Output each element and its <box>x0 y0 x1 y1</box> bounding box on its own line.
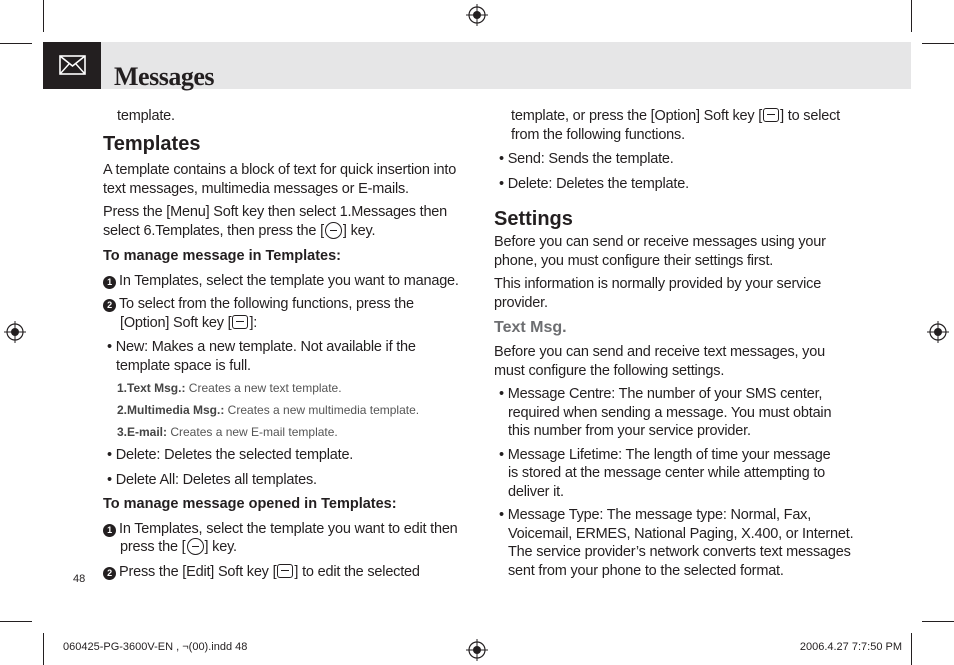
paragraph-line: required when sending a message. You must obtain <box>508 404 832 421</box>
sub-item <box>103 402 463 418</box>
text-run: [Option] Soft key [ <box>120 314 232 331</box>
paragraph-line <box>494 107 866 126</box>
step-number-icon: 2 <box>103 299 116 312</box>
bullet-message-centre: • Message Centre: The number of your SMS center, <box>499 386 823 402</box>
bullet-message-lifetime: • Message Lifetime: The length of time your message <box>499 446 831 463</box>
crop-mark <box>0 43 32 44</box>
paragraph-line: sent from your phone to the selected format. <box>508 562 784 579</box>
registration-mark-icon <box>927 321 949 343</box>
registration-mark-icon <box>466 639 488 661</box>
paragraph-line: template space is full. <box>116 357 251 374</box>
paragraph-line: Voicemail, ERMES, National Paging, X.400, or Internet. <box>508 525 854 542</box>
registration-mark-icon <box>4 321 26 343</box>
crop-mark <box>43 0 44 32</box>
text-run: select 6.Templates, then press the [ <box>103 222 324 239</box>
text-run: Creates a new E-mail template. <box>167 425 338 439</box>
paragraph-line <box>103 314 463 333</box>
crop-mark <box>0 621 32 622</box>
bullet-new: • New: Makes a new template. Not available if the <box>107 339 416 355</box>
step-1 <box>103 272 463 291</box>
templates-body <box>103 161 463 581</box>
text-run: template, or press the [Option] Soft key [ <box>511 108 763 124</box>
sub-item <box>103 424 463 440</box>
bullet-delete: • Delete: Deletes the template. <box>499 175 689 192</box>
text-run: In Templates, select the template you want to manage. <box>119 272 459 289</box>
page-number: 48 <box>73 573 86 585</box>
ok-key-icon <box>325 222 342 239</box>
continued-text: template. <box>117 108 175 124</box>
opened-heading: To manage message opened in Templates: <box>103 496 397 512</box>
crop-mark <box>43 633 44 665</box>
text-run: ] to edit the selected <box>294 563 420 580</box>
paragraph-line: text messages, multimedia messages or E-mails. <box>103 180 409 197</box>
crop-mark <box>922 621 954 622</box>
footer-date: 2006.4.27 7:7:50 PM <box>799 641 902 653</box>
chapter-icon-box <box>43 42 101 89</box>
crop-mark <box>922 43 954 44</box>
opened-step-2 <box>103 563 463 582</box>
paragraph-line: Before you can send or receive messages using your <box>494 234 826 250</box>
text-run: ] key. <box>204 539 237 555</box>
soft-key-icon <box>277 564 293 578</box>
paragraph-line: from the following functions. <box>511 126 685 143</box>
settings-heading: Settings <box>494 208 573 230</box>
paragraph-line: This information is normally provided by your service <box>494 276 822 292</box>
paragraph-line <box>103 538 463 557</box>
sub-item-label: 3.E-mail: <box>117 425 168 439</box>
crop-mark <box>911 0 912 32</box>
paragraph-line: Press the [Menu] Soft key then select 1.Messages then <box>103 204 448 220</box>
right-column <box>494 107 866 580</box>
soft-key-icon <box>763 108 779 122</box>
paragraph-line: The service provider’s network converts text messages <box>508 544 851 560</box>
paragraph-line: A template contains a block of text for quick insertion into <box>103 162 457 178</box>
text-run: Press the [Edit] Soft key [ <box>119 563 277 580</box>
registration-mark-icon <box>466 4 488 26</box>
paragraph-line: Before you can send and receive text messages, you <box>494 344 825 360</box>
paragraph-line <box>103 222 463 241</box>
text-run: In Templates, select the template you want to edit then <box>119 520 458 537</box>
text-run: To select from the following functions, press the <box>119 296 414 312</box>
sub-item-label: 2.Multimedia Msg.: <box>117 403 225 417</box>
opened-step-1 <box>103 520 463 539</box>
paragraph-line: this number from your service provider. <box>508 423 751 439</box>
step-2 <box>103 295 463 314</box>
text-run: ]: <box>249 314 258 331</box>
text-run: ] to select <box>780 108 840 124</box>
soft-key-icon <box>232 315 248 329</box>
text-run: Creates a new text template. <box>185 381 342 395</box>
text-run: Creates a new multimedia template. <box>224 403 420 417</box>
bullet-send: • Send: Sends the template. <box>499 151 674 167</box>
step-number-icon: 2 <box>103 567 116 580</box>
step-number-icon: 1 <box>103 276 116 289</box>
manage-heading: To manage message in Templates: <box>103 248 341 264</box>
text-msg-heading: Text Msg. <box>494 319 567 336</box>
paragraph-line: phone, you must configure their settings first. <box>494 252 774 269</box>
chapter-title: Messages <box>114 62 214 91</box>
paragraph-line: is stored at the message center while attempting to <box>508 465 826 481</box>
bullet-delete-all: • Delete All: Deletes all templates. <box>107 471 317 488</box>
paragraph-line: deliver it. <box>508 483 564 500</box>
step-number-icon: 1 <box>103 524 116 537</box>
bullet-message-type: • Message Type: The message type: Normal, Fax, <box>499 507 812 523</box>
paragraph-line: provider. <box>494 294 548 311</box>
envelope-icon <box>59 55 86 75</box>
crop-mark <box>911 633 912 665</box>
bullet-delete: • Delete: Deletes the selected template. <box>107 447 354 463</box>
ok-key-icon <box>187 538 204 555</box>
text-run: ] key. <box>342 222 376 239</box>
sub-item-label: 1.Text Msg.: <box>117 381 186 395</box>
templates-heading: Templates <box>103 133 201 155</box>
paragraph-line: must configure the following settings. <box>494 362 725 379</box>
text-run: press the [ <box>120 539 186 555</box>
footer-file: 060425-PG-3600V-EN , ¬(00).indd 48 <box>63 641 248 653</box>
sub-item <box>103 380 463 396</box>
